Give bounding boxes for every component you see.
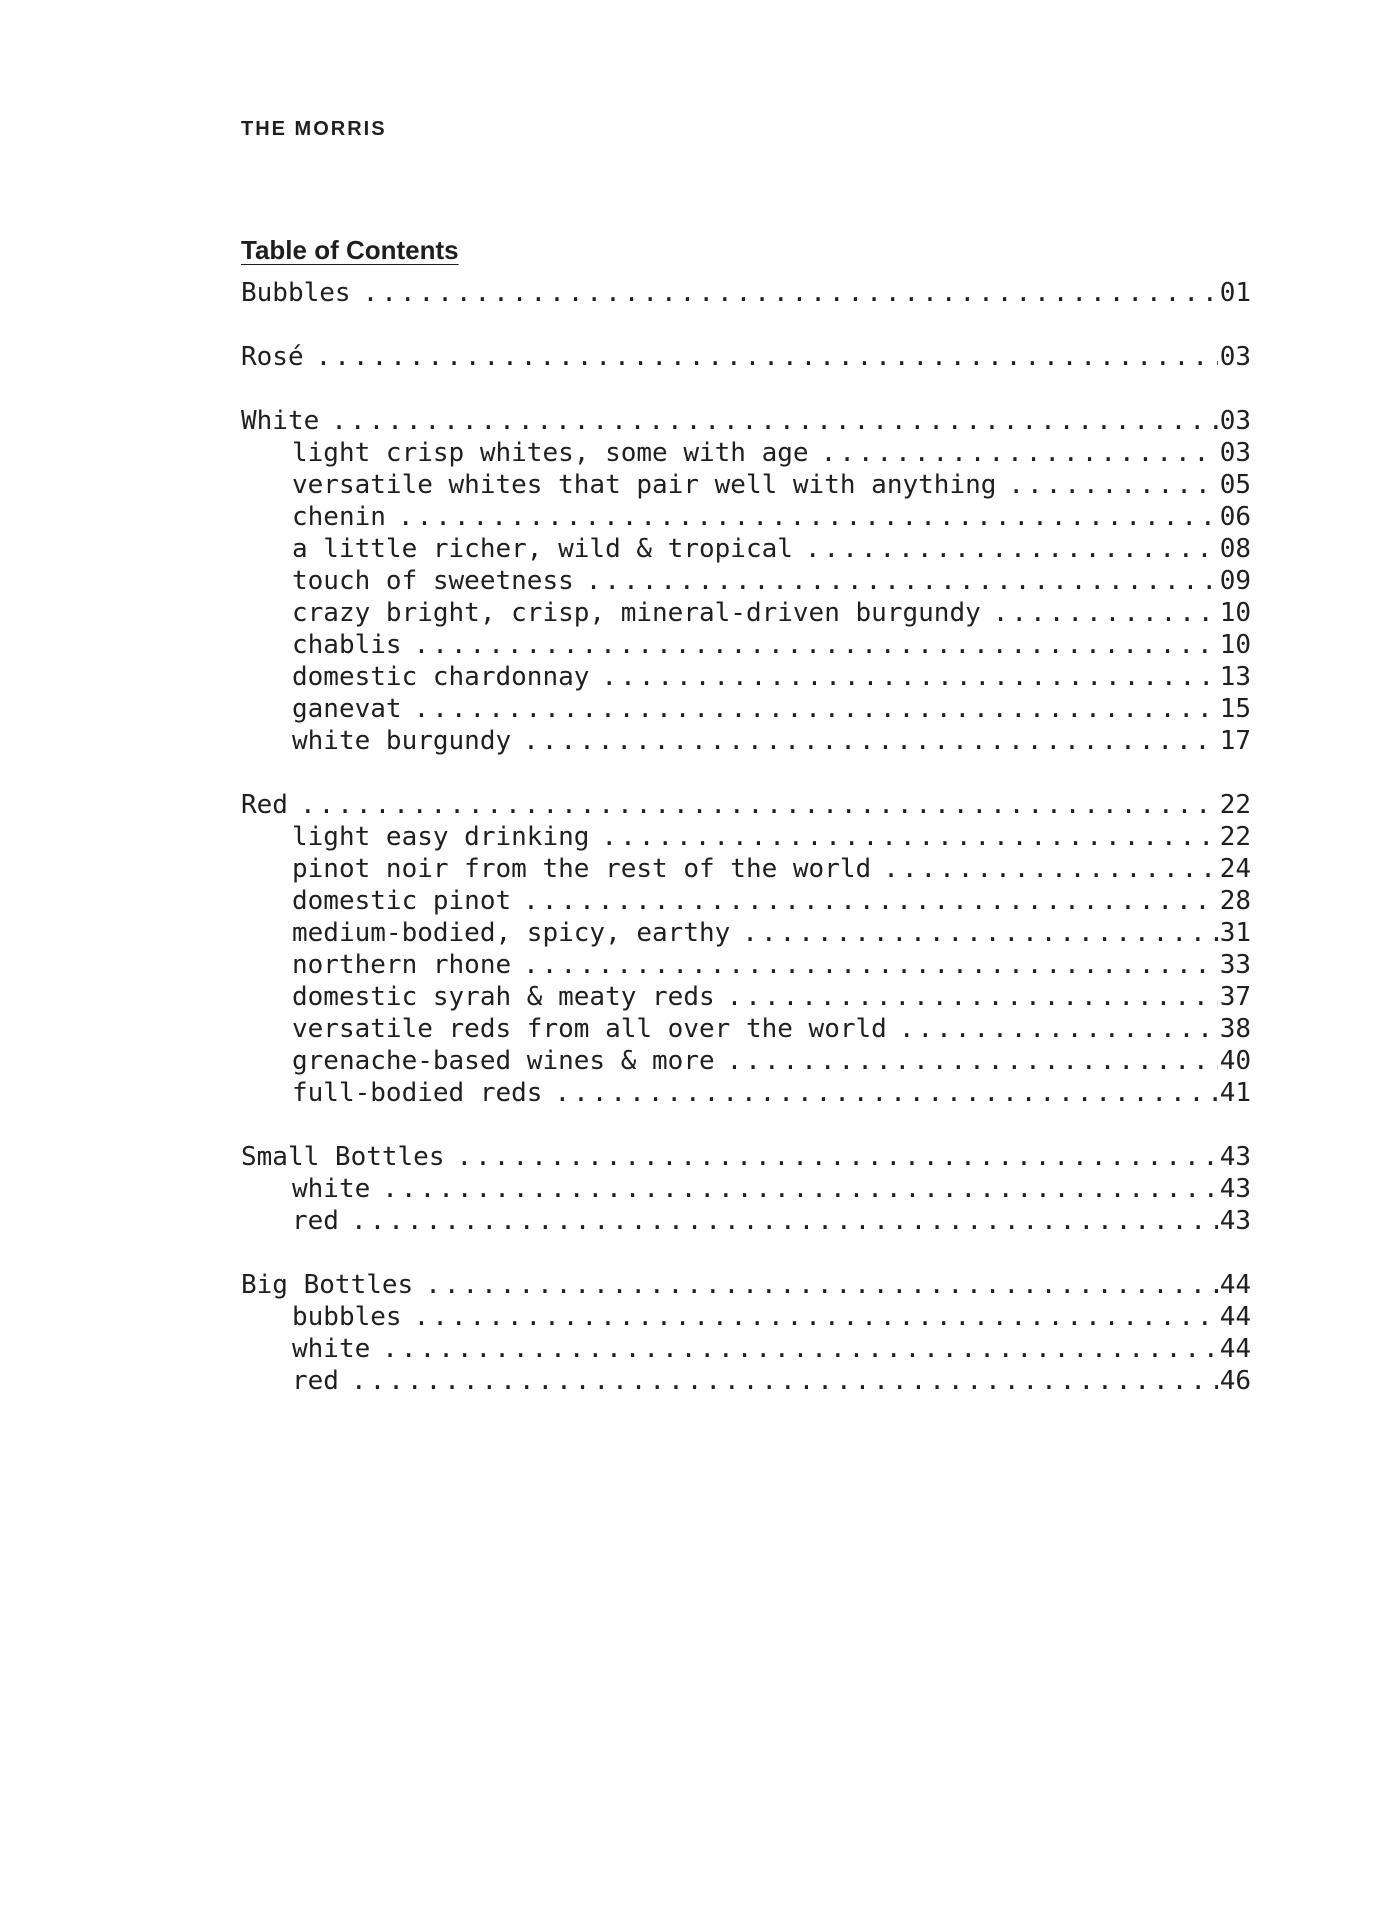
toc-entry-label: Small Bottles [241,1142,445,1172]
toc-subentry-label: light easy drinking [292,822,590,852]
toc-subentry[interactable] [241,629,1251,661]
toc-subentry-label: a little richer, wild & tropical [292,534,793,564]
toc-subentry[interactable] [241,949,1251,981]
toc-section [241,341,1251,373]
toc-subentry[interactable] [241,1301,1251,1333]
dot-leader [351,1205,1218,1237]
page-number: 01 [1219,278,1251,308]
toc-subentry[interactable] [241,469,1251,501]
page-number: 10 [1219,630,1251,660]
toc-subentry-label: bubbles [292,1302,402,1332]
toc-subentry-label: grenache-based wines & more [292,1046,715,1076]
dot-leader [363,277,1218,309]
dot-leader [821,437,1218,469]
toc-entry-label: Bubbles [241,278,351,308]
toc-subentry-label: red [292,1206,339,1236]
page-number: 03 [1219,406,1251,436]
toc-subentry-label: medium-bodied, spicy, earthy [292,918,731,948]
toc-subentry[interactable] [241,1045,1251,1077]
toc-subentry[interactable] [241,693,1251,725]
toc-subentry[interactable] [241,661,1251,693]
toc-subentry-label: chenin [292,502,386,532]
dot-leader [742,917,1217,949]
toc-entry-label: White [241,406,320,436]
toc-subentry[interactable] [241,917,1251,949]
toc-subentry[interactable] [241,501,1251,533]
dot-leader [523,885,1218,917]
toc-subentry-label: versatile whites that pair well with anything [292,470,997,500]
toc-entry[interactable] [241,789,1251,821]
toc-subentry[interactable] [241,853,1251,885]
toc-subentry-label: red [292,1366,339,1396]
dot-leader [425,1269,1218,1301]
page-number: 38 [1219,1014,1251,1044]
toc-subentry-label: white burgundy [292,726,512,756]
toc-subentry[interactable] [241,1077,1251,1109]
dot-leader [351,1365,1218,1397]
toc-subentry[interactable] [241,565,1251,597]
toc-entry-label: Rosé [241,342,304,372]
toc-entry-label: Red [241,790,288,820]
page-number: 24 [1219,854,1251,884]
page-number: 44 [1219,1334,1251,1364]
toc-subentry-label: light crisp whites, some with age [292,438,809,468]
toc-entry[interactable] [241,405,1251,437]
toc-subentry-label: full-bodied reds [292,1078,543,1108]
page-number: 15 [1219,694,1251,724]
brand-name: THE MORRIS [241,118,387,140]
table-of-contents [241,232,1251,1429]
page-number: 22 [1219,790,1251,820]
toc-entry[interactable] [241,1269,1251,1301]
page-number: 17 [1219,726,1251,756]
dot-leader [601,821,1217,853]
page-number: 44 [1219,1302,1251,1332]
toc-subentry[interactable] [241,1333,1251,1365]
dot-leader [414,629,1218,661]
dot-leader [586,565,1218,597]
page-number: 03 [1219,342,1251,372]
toc-subentry-label: northern rhone [292,950,512,980]
toc-section [241,1141,1251,1237]
toc-section [241,1269,1251,1397]
toc-subentry[interactable] [241,1173,1251,1205]
page-number: 08 [1219,534,1251,564]
page-number: 43 [1219,1142,1251,1172]
page-number: 41 [1219,1078,1251,1108]
page-number: 37 [1219,982,1251,1012]
dot-leader [883,853,1218,885]
toc-subentry[interactable] [241,885,1251,917]
toc-sections [241,277,1251,1397]
page-number: 28 [1219,886,1251,916]
page-number: 10 [1219,598,1251,628]
toc-subentry-label: versatile reds from all over the world [292,1014,887,1044]
dot-leader [414,1301,1218,1333]
toc-section [241,789,1251,1109]
dot-leader [331,405,1217,437]
toc-subentry-label: touch of sweetness [292,566,574,596]
page-number: 05 [1219,470,1251,500]
dot-leader [1008,469,1217,501]
dot-leader [316,341,1218,373]
page-number: 43 [1219,1174,1251,1204]
dot-leader [554,1077,1217,1109]
toc-subentry-label: white [292,1174,371,1204]
dot-leader [414,693,1218,725]
page-number: 31 [1219,918,1251,948]
toc-subentry[interactable] [241,821,1251,853]
page-number: 03 [1219,438,1251,468]
toc-subentry[interactable] [241,597,1251,629]
toc-subentry[interactable] [241,533,1251,565]
toc-entry[interactable] [241,341,1251,373]
page-number: 40 [1219,1046,1251,1076]
toc-section [241,405,1251,757]
toc-subentry[interactable] [241,1365,1251,1397]
page-number: 06 [1219,502,1251,532]
dot-leader [382,1173,1217,1205]
toc-subentry[interactable] [241,981,1251,1013]
toc-subentry[interactable] [241,1013,1251,1045]
dot-leader [457,1141,1218,1173]
page-number: 33 [1219,950,1251,980]
dot-leader [398,501,1218,533]
dot-leader [993,597,1218,629]
dot-leader [300,789,1218,821]
dot-leader [805,533,1218,565]
toc-subentry-label: domestic chardonnay [292,662,590,692]
page-number: 13 [1219,662,1251,692]
dot-leader [382,1333,1217,1365]
toc-subentry-label: pinot noir from the rest of the world [292,854,872,884]
page-number: 46 [1219,1366,1251,1396]
toc-subentry-label: domestic pinot [292,886,512,916]
dot-leader [727,1045,1218,1077]
dot-leader [727,981,1218,1013]
toc-subentry[interactable] [241,725,1251,757]
page-number: 44 [1219,1270,1251,1300]
page-number: 43 [1219,1206,1251,1236]
dot-leader [523,949,1218,981]
toc-subentry[interactable] [241,437,1251,469]
toc-section [241,277,1251,309]
dot-leader [899,1013,1218,1045]
toc-entry[interactable] [241,1141,1251,1173]
toc-subentry-label: domestic syrah & meaty reds [292,982,715,1012]
page-number: 09 [1219,566,1251,596]
toc-subentry-label: crazy bright, crisp, mineral-driven burgundy [292,598,981,628]
page-number: 22 [1219,822,1251,852]
toc-entry-label: Big Bottles [241,1270,414,1300]
toc-entry[interactable] [241,277,1251,309]
toc-title: Table of Contents [241,235,459,265]
toc-subentry-label: ganevat [292,694,402,724]
dot-leader [601,661,1217,693]
toc-subentry[interactable] [241,1205,1251,1237]
toc-subentry-label: chablis [292,630,402,660]
dot-leader [523,725,1218,757]
toc-subentry-label: white [292,1334,371,1364]
